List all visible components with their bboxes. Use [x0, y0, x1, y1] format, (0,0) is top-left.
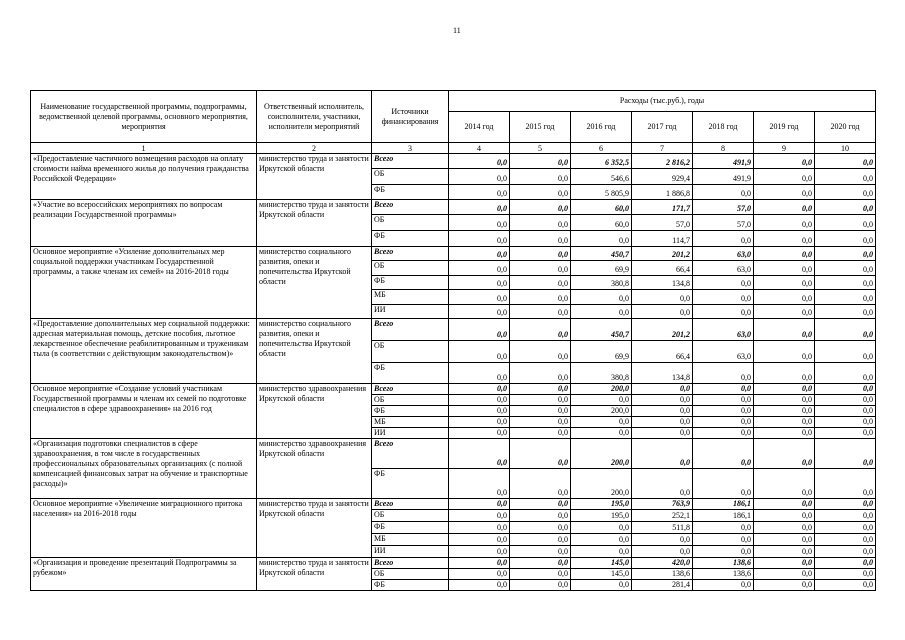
expense-value: 0,0 [815, 534, 876, 546]
expense-value: 380,8 [571, 276, 632, 290]
funding-source: ОБ [372, 510, 449, 522]
expense-value: 63,0 [693, 319, 754, 341]
expense-value: 0,0 [754, 546, 815, 558]
expense-value: 491,9 [693, 169, 754, 185]
expense-value: 0,0 [693, 395, 754, 406]
expense-value: 281,4 [632, 580, 693, 591]
expense-value: 0,0 [815, 290, 876, 305]
expense-value: 0,0 [815, 510, 876, 522]
expense-value: 0,0 [449, 580, 510, 591]
expense-value: 0,0 [449, 169, 510, 185]
expense-value: 0,0 [449, 276, 510, 290]
column-number: 6 [571, 143, 632, 154]
expense-value: 0,0 [693, 469, 754, 499]
expense-value: 6 352,5 [571, 154, 632, 169]
expense-value: 0,0 [510, 558, 571, 569]
funding-source: ФБ [372, 363, 449, 384]
table-row [31, 247, 876, 261]
expense-value: 0,0 [693, 439, 754, 469]
expense-value: 546,6 [571, 169, 632, 185]
funding-source: Всего [372, 247, 449, 261]
activity-name: Основное мероприятие «Усиление дополнительных мер социальной поддержки участникам Государственной программы, а также членам их семей» на 2016-2018 годы [31, 247, 257, 319]
expense-value: 491,9 [693, 154, 754, 169]
expense-value: 145,0 [571, 569, 632, 580]
expense-value: 0,0 [754, 510, 815, 522]
expense-value: 69,9 [571, 261, 632, 276]
expense-value: 0,0 [510, 169, 571, 185]
expense-value: 0,0 [571, 231, 632, 247]
expense-value: 5 805,9 [571, 185, 632, 200]
expense-value: 0,0 [510, 580, 571, 591]
expense-value: 0,0 [510, 469, 571, 499]
expense-value: 0,0 [632, 469, 693, 499]
executor-name: министерство здравоохранения Иркутской области [257, 439, 372, 499]
funding-source: ОБ [372, 569, 449, 580]
table-header [31, 91, 876, 154]
expense-value: 0,0 [449, 261, 510, 276]
expense-value: 0,0 [449, 185, 510, 200]
expense-value: 63,0 [693, 261, 754, 276]
expense-value: 0,0 [815, 215, 876, 231]
expense-value: 0,0 [449, 439, 510, 469]
expense-value: 0,0 [510, 305, 571, 319]
expense-value: 0,0 [754, 558, 815, 569]
activity-name: «Предоставление дополнительных мер социальной поддержки: адресная материальная помощь, детские пособия, льготное лекарственное обеспечение реабилитированным и труженикам тыла (в соответствии с действующим законодательством)» [31, 319, 257, 384]
expense-value: 0,0 [815, 200, 876, 215]
expense-value: 0,0 [754, 231, 815, 247]
activity-name: «Участие во всероссийских мероприятиях по вопросам реализации Государственной программы» [31, 200, 257, 247]
expense-value: 0,0 [754, 215, 815, 231]
expense-value: 0,0 [632, 546, 693, 558]
expense-value: 0,0 [754, 406, 815, 417]
expense-value: 0,0 [815, 439, 876, 469]
activity-name: Основное мероприятие «Создание условий участникам Государственной программы и членам их семей по подготовке специалистов в сфере здравоохранения» на 2016 год [31, 384, 257, 439]
expense-value: 0,0 [510, 510, 571, 522]
expense-value: 1 886,8 [632, 185, 693, 200]
expense-value: 0,0 [510, 395, 571, 406]
column-number: 8 [693, 143, 754, 154]
funding-source: ОБ [372, 395, 449, 406]
funding-source: Всего [372, 499, 449, 510]
funding-source: ФБ [372, 231, 449, 247]
expense-value: 0,0 [815, 469, 876, 499]
expense-value: 0,0 [510, 384, 571, 395]
expense-value: 0,0 [815, 231, 876, 247]
expense-value: 0,0 [510, 290, 571, 305]
expense-value: 0,0 [754, 276, 815, 290]
table-row [31, 384, 876, 395]
funding-source: ИИ [372, 546, 449, 558]
expense-value: 0,0 [449, 395, 510, 406]
funding-source: Всего [372, 439, 449, 469]
expense-value: 0,0 [815, 363, 876, 384]
expense-value: 0,0 [754, 290, 815, 305]
expense-value: 0,0 [632, 439, 693, 469]
expense-value: 0,0 [693, 384, 754, 395]
expense-value: 0,0 [449, 319, 510, 341]
column-number: 9 [754, 143, 815, 154]
expense-value: 0,0 [449, 215, 510, 231]
expense-value: 57,0 [632, 215, 693, 231]
expense-value: 200,0 [571, 469, 632, 499]
expense-value: 0,0 [449, 469, 510, 499]
header-year: 2017 год [632, 112, 693, 143]
expense-value: 0,0 [693, 406, 754, 417]
expense-value: 0,0 [815, 247, 876, 261]
expense-value: 0,0 [815, 276, 876, 290]
expense-value: 0,0 [815, 406, 876, 417]
expense-value: 0,0 [510, 534, 571, 546]
expense-value: 0,0 [754, 384, 815, 395]
expense-value: 0,0 [754, 319, 815, 341]
funding-source: ФБ [372, 406, 449, 417]
expense-value: 0,0 [449, 341, 510, 363]
expense-value: 0,0 [510, 154, 571, 169]
executor-name: министерство труда и занятости Иркутской области [257, 200, 372, 247]
column-number: 2 [257, 143, 372, 154]
expense-value: 0,0 [754, 439, 815, 469]
table-row [31, 154, 876, 169]
funding-source: ОБ [372, 169, 449, 185]
header-name: Наименование государственной программы, подпрограммы, ведомственной целевой программы, основного мероприятия, мероприятия [31, 91, 257, 143]
expense-value: 0,0 [815, 395, 876, 406]
expense-value: 60,0 [571, 200, 632, 215]
expense-value: 0,0 [449, 384, 510, 395]
expense-value: 0,0 [693, 534, 754, 546]
expense-value: 450,7 [571, 247, 632, 261]
expense-value: 0,0 [510, 439, 571, 469]
funding-source: Всего [372, 200, 449, 215]
expense-value: 0,0 [815, 558, 876, 569]
expense-value: 0,0 [510, 546, 571, 558]
expense-value: 0,0 [571, 534, 632, 546]
expense-value: 0,0 [815, 185, 876, 200]
expense-value: 0,0 [571, 305, 632, 319]
expense-value: 0,0 [510, 428, 571, 439]
funding-source: ФБ [372, 469, 449, 499]
expense-value: 0,0 [754, 185, 815, 200]
expense-value: 0,0 [449, 522, 510, 534]
expense-value: 0,0 [693, 417, 754, 428]
expense-value: 0,0 [754, 395, 815, 406]
expense-value: 66,4 [632, 261, 693, 276]
expense-value: 200,0 [571, 406, 632, 417]
expense-value: 0,0 [815, 384, 876, 395]
expense-value: 57,0 [693, 215, 754, 231]
expense-value: 66,4 [632, 341, 693, 363]
expense-value: 763,9 [632, 499, 693, 510]
expense-value: 145,0 [571, 558, 632, 569]
expense-value: 0,0 [693, 185, 754, 200]
header-year: 2015 год [510, 112, 571, 143]
expense-value: 0,0 [754, 499, 815, 510]
table-row [31, 558, 876, 569]
expense-value: 0,0 [571, 546, 632, 558]
expense-value: 0,0 [510, 417, 571, 428]
expense-value: 201,2 [632, 319, 693, 341]
expense-value: 0,0 [510, 261, 571, 276]
expense-value: 0,0 [571, 417, 632, 428]
expense-value: 0,0 [754, 469, 815, 499]
expense-value: 138,6 [632, 569, 693, 580]
expense-value: 195,0 [571, 499, 632, 510]
expense-value: 0,0 [754, 580, 815, 591]
column-number: 10 [815, 143, 876, 154]
funding-source: Всего [372, 384, 449, 395]
expense-value: 0,0 [510, 569, 571, 580]
expense-value: 0,0 [510, 185, 571, 200]
expense-value: 0,0 [632, 305, 693, 319]
expense-value: 138,6 [693, 569, 754, 580]
executor-name: министерство здравоохранения Иркутской области [257, 384, 372, 439]
funding-source: МБ [372, 534, 449, 546]
funding-source: ОБ [372, 215, 449, 231]
expense-value: 0,0 [510, 231, 571, 247]
expense-value: 0,0 [510, 247, 571, 261]
expense-value: 114,7 [632, 231, 693, 247]
expense-value: 0,0 [632, 417, 693, 428]
expense-value: 138,6 [693, 558, 754, 569]
expense-value: 0,0 [632, 384, 693, 395]
funding-source: ФБ [372, 276, 449, 290]
executor-name: министерство труда и занятости Иркутской области [257, 499, 372, 558]
funding-source: ОБ [372, 341, 449, 363]
activity-name: «Предоставление частичного возмещения расходов на оплату стоимости найма временного жилья до получения гражданства Российской Федерации» [31, 154, 257, 200]
expense-value: 0,0 [815, 305, 876, 319]
expense-value: 511,8 [632, 522, 693, 534]
executor-name: министерство социального развития, опеки и попечительства Иркутской области [257, 247, 372, 319]
expense-value: 0,0 [510, 522, 571, 534]
expense-value: 0,0 [510, 215, 571, 231]
expense-value: 186,1 [693, 499, 754, 510]
expense-value: 200,0 [571, 439, 632, 469]
header-year: 2020 год [815, 112, 876, 143]
header-sources: Источники финансирования [372, 91, 449, 143]
expense-value: 60,0 [571, 215, 632, 231]
executor-name: министерство труда и занятости Иркутской области [257, 558, 372, 591]
expense-value: 0,0 [510, 200, 571, 215]
expense-value: 0,0 [449, 406, 510, 417]
expense-value: 0,0 [510, 341, 571, 363]
funding-source: ФБ [372, 185, 449, 200]
column-number: 4 [449, 143, 510, 154]
table-row [31, 319, 876, 341]
expense-value: 0,0 [449, 428, 510, 439]
expense-value: 63,0 [693, 247, 754, 261]
expense-value: 0,0 [449, 231, 510, 247]
expense-value: 420,0 [632, 558, 693, 569]
expense-value: 0,0 [754, 417, 815, 428]
expense-value: 57,0 [693, 200, 754, 215]
activity-name: Основное мероприятие «Увеличение миграционного притока населения» на 2016-2018 годы [31, 499, 257, 558]
expense-value: 0,0 [693, 231, 754, 247]
expense-value: 0,0 [632, 428, 693, 439]
expense-value: 69,9 [571, 341, 632, 363]
expense-value: 0,0 [754, 428, 815, 439]
expense-value: 0,0 [754, 534, 815, 546]
expense-value: 252,1 [632, 510, 693, 522]
expense-value: 0,0 [571, 580, 632, 591]
expense-value: 0,0 [693, 428, 754, 439]
expense-value: 0,0 [510, 319, 571, 341]
expense-value: 0,0 [754, 261, 815, 276]
expense-value: 0,0 [693, 363, 754, 384]
expense-value: 0,0 [815, 319, 876, 341]
header-year: 2016 год [571, 112, 632, 143]
expense-value: 0,0 [815, 580, 876, 591]
expense-value: 0,0 [632, 395, 693, 406]
funding-source: МБ [372, 290, 449, 305]
expense-value: 0,0 [571, 522, 632, 534]
expense-value: 195,0 [571, 510, 632, 522]
expense-value: 0,0 [815, 417, 876, 428]
header-executor: Ответственный исполнитель, соисполнители, участники, исполнители мероприятий [257, 91, 372, 143]
expense-value: 0,0 [449, 305, 510, 319]
expense-value: 0,0 [815, 499, 876, 510]
expense-value: 0,0 [815, 569, 876, 580]
expense-value: 0,0 [815, 341, 876, 363]
expense-value: 186,1 [693, 510, 754, 522]
expense-value: 929,4 [632, 169, 693, 185]
expense-value: 0,0 [510, 363, 571, 384]
header-year: 2018 год [693, 112, 754, 143]
expense-value: 0,0 [754, 522, 815, 534]
expense-value: 0,0 [571, 290, 632, 305]
expense-value: 2 816,2 [632, 154, 693, 169]
column-number: 5 [510, 143, 571, 154]
table-row [31, 499, 876, 510]
expense-value: 0,0 [571, 395, 632, 406]
funding-source: ИИ [372, 428, 449, 439]
header-year: 2014 год [449, 112, 510, 143]
expense-value: 201,2 [632, 247, 693, 261]
expense-value: 0,0 [754, 169, 815, 185]
expense-value: 380,8 [571, 363, 632, 384]
activity-name: «Организация и проведение презентаций Подпрограммы за рубежом» [31, 558, 257, 591]
expense-value: 0,0 [815, 169, 876, 185]
expense-value: 0,0 [449, 569, 510, 580]
executor-name: министерство труда и занятости Иркутской области [257, 154, 372, 200]
expense-value: 0,0 [754, 363, 815, 384]
funding-source: Всего [372, 319, 449, 341]
expense-value: 134,8 [632, 276, 693, 290]
expense-value: 0,0 [693, 290, 754, 305]
funding-source: Всего [372, 558, 449, 569]
funding-source: ФБ [372, 522, 449, 534]
table-row [31, 439, 876, 469]
column-number: 1 [31, 143, 257, 154]
expense-value: 0,0 [632, 534, 693, 546]
expense-value: 0,0 [693, 580, 754, 591]
header-expenses: Расходы (тыс.руб.), годы [449, 91, 876, 112]
header-year: 2019 год [754, 112, 815, 143]
table-row [31, 200, 876, 215]
column-number: 7 [632, 143, 693, 154]
expenses-table [30, 90, 876, 591]
funding-source: ИИ [372, 305, 449, 319]
expense-value: 171,7 [632, 200, 693, 215]
expense-value: 0,0 [510, 276, 571, 290]
table-body [31, 154, 876, 591]
expense-value: 0,0 [693, 305, 754, 319]
executor-name: министерство социального развития, опеки и попечительства Иркутской области [257, 319, 372, 384]
expense-value: 0,0 [693, 276, 754, 290]
expense-value: 0,0 [693, 522, 754, 534]
expense-value: 0,0 [754, 247, 815, 261]
expense-value: 0,0 [815, 546, 876, 558]
funding-source: ФБ [372, 580, 449, 591]
expense-value: 134,8 [632, 363, 693, 384]
expense-value: 450,7 [571, 319, 632, 341]
expense-value: 0,0 [510, 499, 571, 510]
page-number: 11 [453, 26, 461, 35]
expense-value: 0,0 [449, 499, 510, 510]
expense-value: 0,0 [510, 406, 571, 417]
expense-value: 200,0 [571, 384, 632, 395]
expense-value: 0,0 [632, 406, 693, 417]
expense-value: 0,0 [449, 417, 510, 428]
expense-value: 0,0 [815, 261, 876, 276]
expense-value: 0,0 [571, 428, 632, 439]
expense-value: 0,0 [449, 510, 510, 522]
funding-source: ОБ [372, 261, 449, 276]
expense-value: 63,0 [693, 341, 754, 363]
funding-source: Всего [372, 154, 449, 169]
expense-value: 0,0 [754, 341, 815, 363]
funding-source: МБ [372, 417, 449, 428]
expense-value: 0,0 [693, 546, 754, 558]
column-number: 3 [372, 143, 449, 154]
expense-value: 0,0 [449, 154, 510, 169]
column-number-row [31, 143, 876, 154]
expense-value: 0,0 [815, 428, 876, 439]
expense-value: 0,0 [815, 522, 876, 534]
expense-value: 0,0 [754, 154, 815, 169]
expense-value: 0,0 [449, 558, 510, 569]
expense-value: 0,0 [632, 290, 693, 305]
expense-value: 0,0 [754, 569, 815, 580]
expense-value: 0,0 [449, 363, 510, 384]
activity-name: «Организация подготовки специалистов в сфере здравоохранения, в том числе в государственных профессиональных образовательных организациях (с полной компенсацией финансовых затрат на обучение и транспортные расходы)» [31, 439, 257, 499]
expense-value: 0,0 [449, 546, 510, 558]
expense-value: 0,0 [449, 247, 510, 261]
expense-value: 0,0 [815, 154, 876, 169]
expense-value: 0,0 [449, 290, 510, 305]
expense-value: 0,0 [754, 200, 815, 215]
expense-value: 0,0 [449, 200, 510, 215]
expense-value: 0,0 [449, 534, 510, 546]
expense-value: 0,0 [754, 305, 815, 319]
